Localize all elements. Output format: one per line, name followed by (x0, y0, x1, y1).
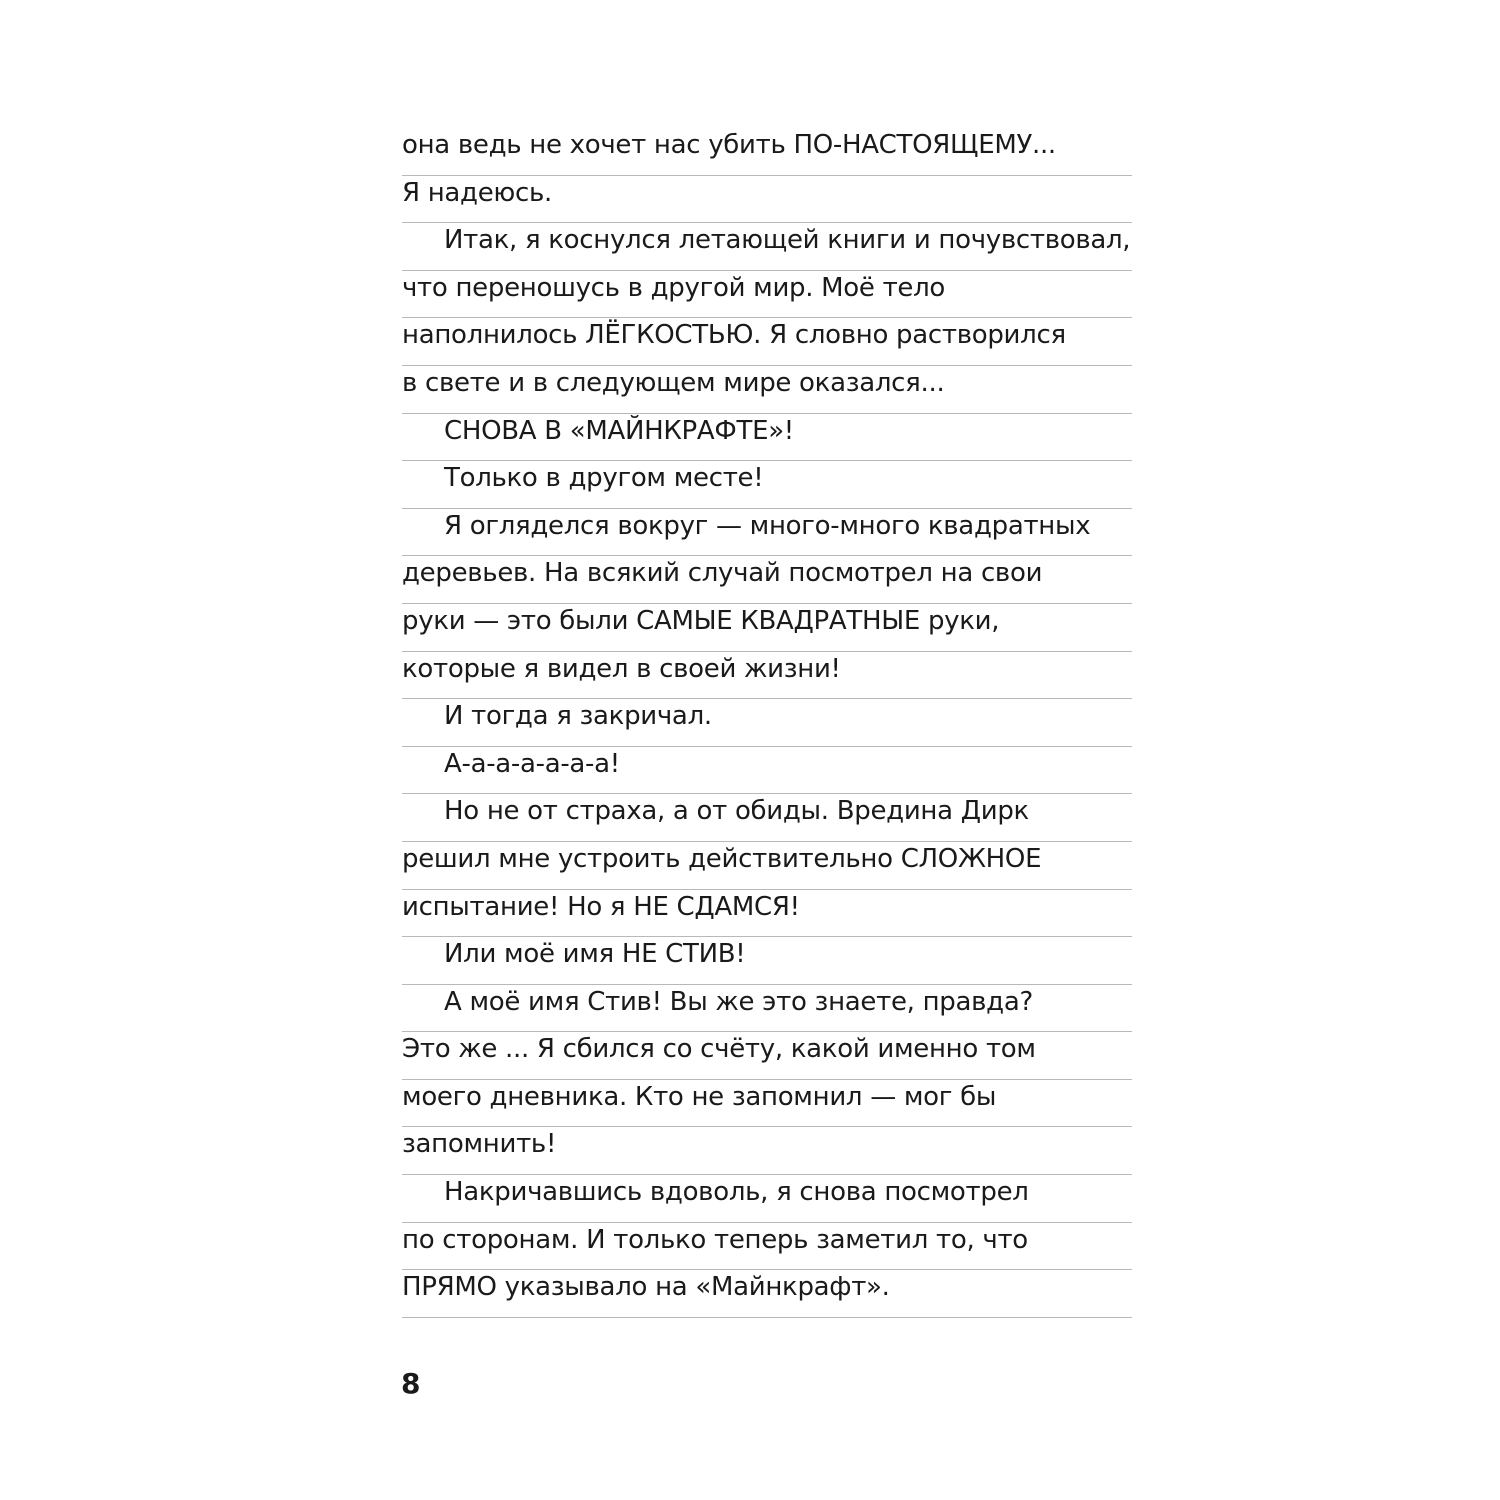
text-line (402, 604, 1132, 652)
text-line (402, 223, 1132, 271)
text-line (402, 176, 1132, 224)
text-line-content: она ведь не хочет нас убить ПО-НАСТОЯЩЕМУ... (402, 130, 1056, 160)
text-line (402, 1080, 1132, 1128)
text-line (402, 509, 1132, 557)
text-line (402, 414, 1132, 462)
text-line (402, 794, 1132, 842)
text-line-content: Или моё имя НЕ СТИВ! (444, 939, 746, 970)
text-line (402, 937, 1132, 985)
text-line (402, 556, 1132, 604)
text-line-content: деревьев. На всякий случай посмотрел на свои (402, 558, 1043, 589)
text-line-content: Но не от страха, а от обиды. Вредина Дирк (444, 796, 1029, 827)
text-line-content: решил мне устроить действительно СЛОЖНОЕ (402, 843, 1042, 874)
text-line (402, 461, 1132, 509)
text-line-content: А-а-а-а-а-а-а! (444, 748, 620, 779)
text-line (402, 1270, 1132, 1318)
text-line-content: испытание! Но я НЕ СДАМСЯ! (402, 891, 800, 922)
page-text-body (402, 128, 1132, 1318)
text-line (402, 1175, 1132, 1223)
text-line-content: И тогда я закричал. (444, 701, 712, 732)
text-line (402, 1032, 1132, 1080)
text-line-content: Я надеюсь. (402, 177, 553, 208)
text-line-content: Только в другом месте! (444, 463, 764, 494)
text-line (402, 318, 1132, 366)
text-line-content: Итак, я коснулся летающей книги и почувствовал, (444, 225, 1131, 256)
text-line-content: запомнить! (402, 1129, 557, 1160)
text-line-content: СНОВА В «МАЙНКРАФТЕ»! (444, 415, 794, 446)
text-line-content: Я огляделся вокруг — много-много квадратных (444, 510, 1091, 541)
text-line (402, 890, 1132, 938)
text-line (402, 652, 1132, 700)
text-line-content: которые я видел в своей жизни! (402, 653, 841, 684)
text-line-content: моего дневника. Кто не запомнил — мог бы (402, 1081, 997, 1112)
text-line-content: по сторонам. И только теперь заметил то, что (402, 1224, 1028, 1255)
text-line-content: ПРЯМО указывало на «Майнкрафт». (402, 1272, 890, 1303)
text-line-content: А моё имя Стив! Вы же это знаете, правда? (444, 986, 1033, 1017)
text-line (402, 128, 1132, 176)
text-line (402, 985, 1132, 1033)
text-line (402, 271, 1132, 319)
text-line (402, 366, 1132, 414)
text-line-content: руки — это были САМЫЕ КВАДРАТНЫЕ руки, (402, 605, 1000, 636)
text-line (402, 1223, 1132, 1271)
text-line-content: в свете и в следующем мире оказался... (402, 367, 945, 398)
text-line (402, 842, 1132, 890)
text-line (402, 747, 1132, 795)
text-line-content: Это же ... Я сбился со счёту, какой именно том (402, 1034, 1036, 1065)
text-line-content: наполнилось ЛЁГКОСТЬЮ. Я словно растворился (402, 320, 1066, 351)
text-line-content: Накричавшись вдоволь, я снова посмотрел (444, 1177, 1029, 1208)
text-line-content: что переношусь в другой мир. Моё тело (402, 272, 946, 303)
text-line (402, 1127, 1132, 1175)
text-line (402, 699, 1132, 747)
page-number: 8 (401, 1367, 421, 1400)
